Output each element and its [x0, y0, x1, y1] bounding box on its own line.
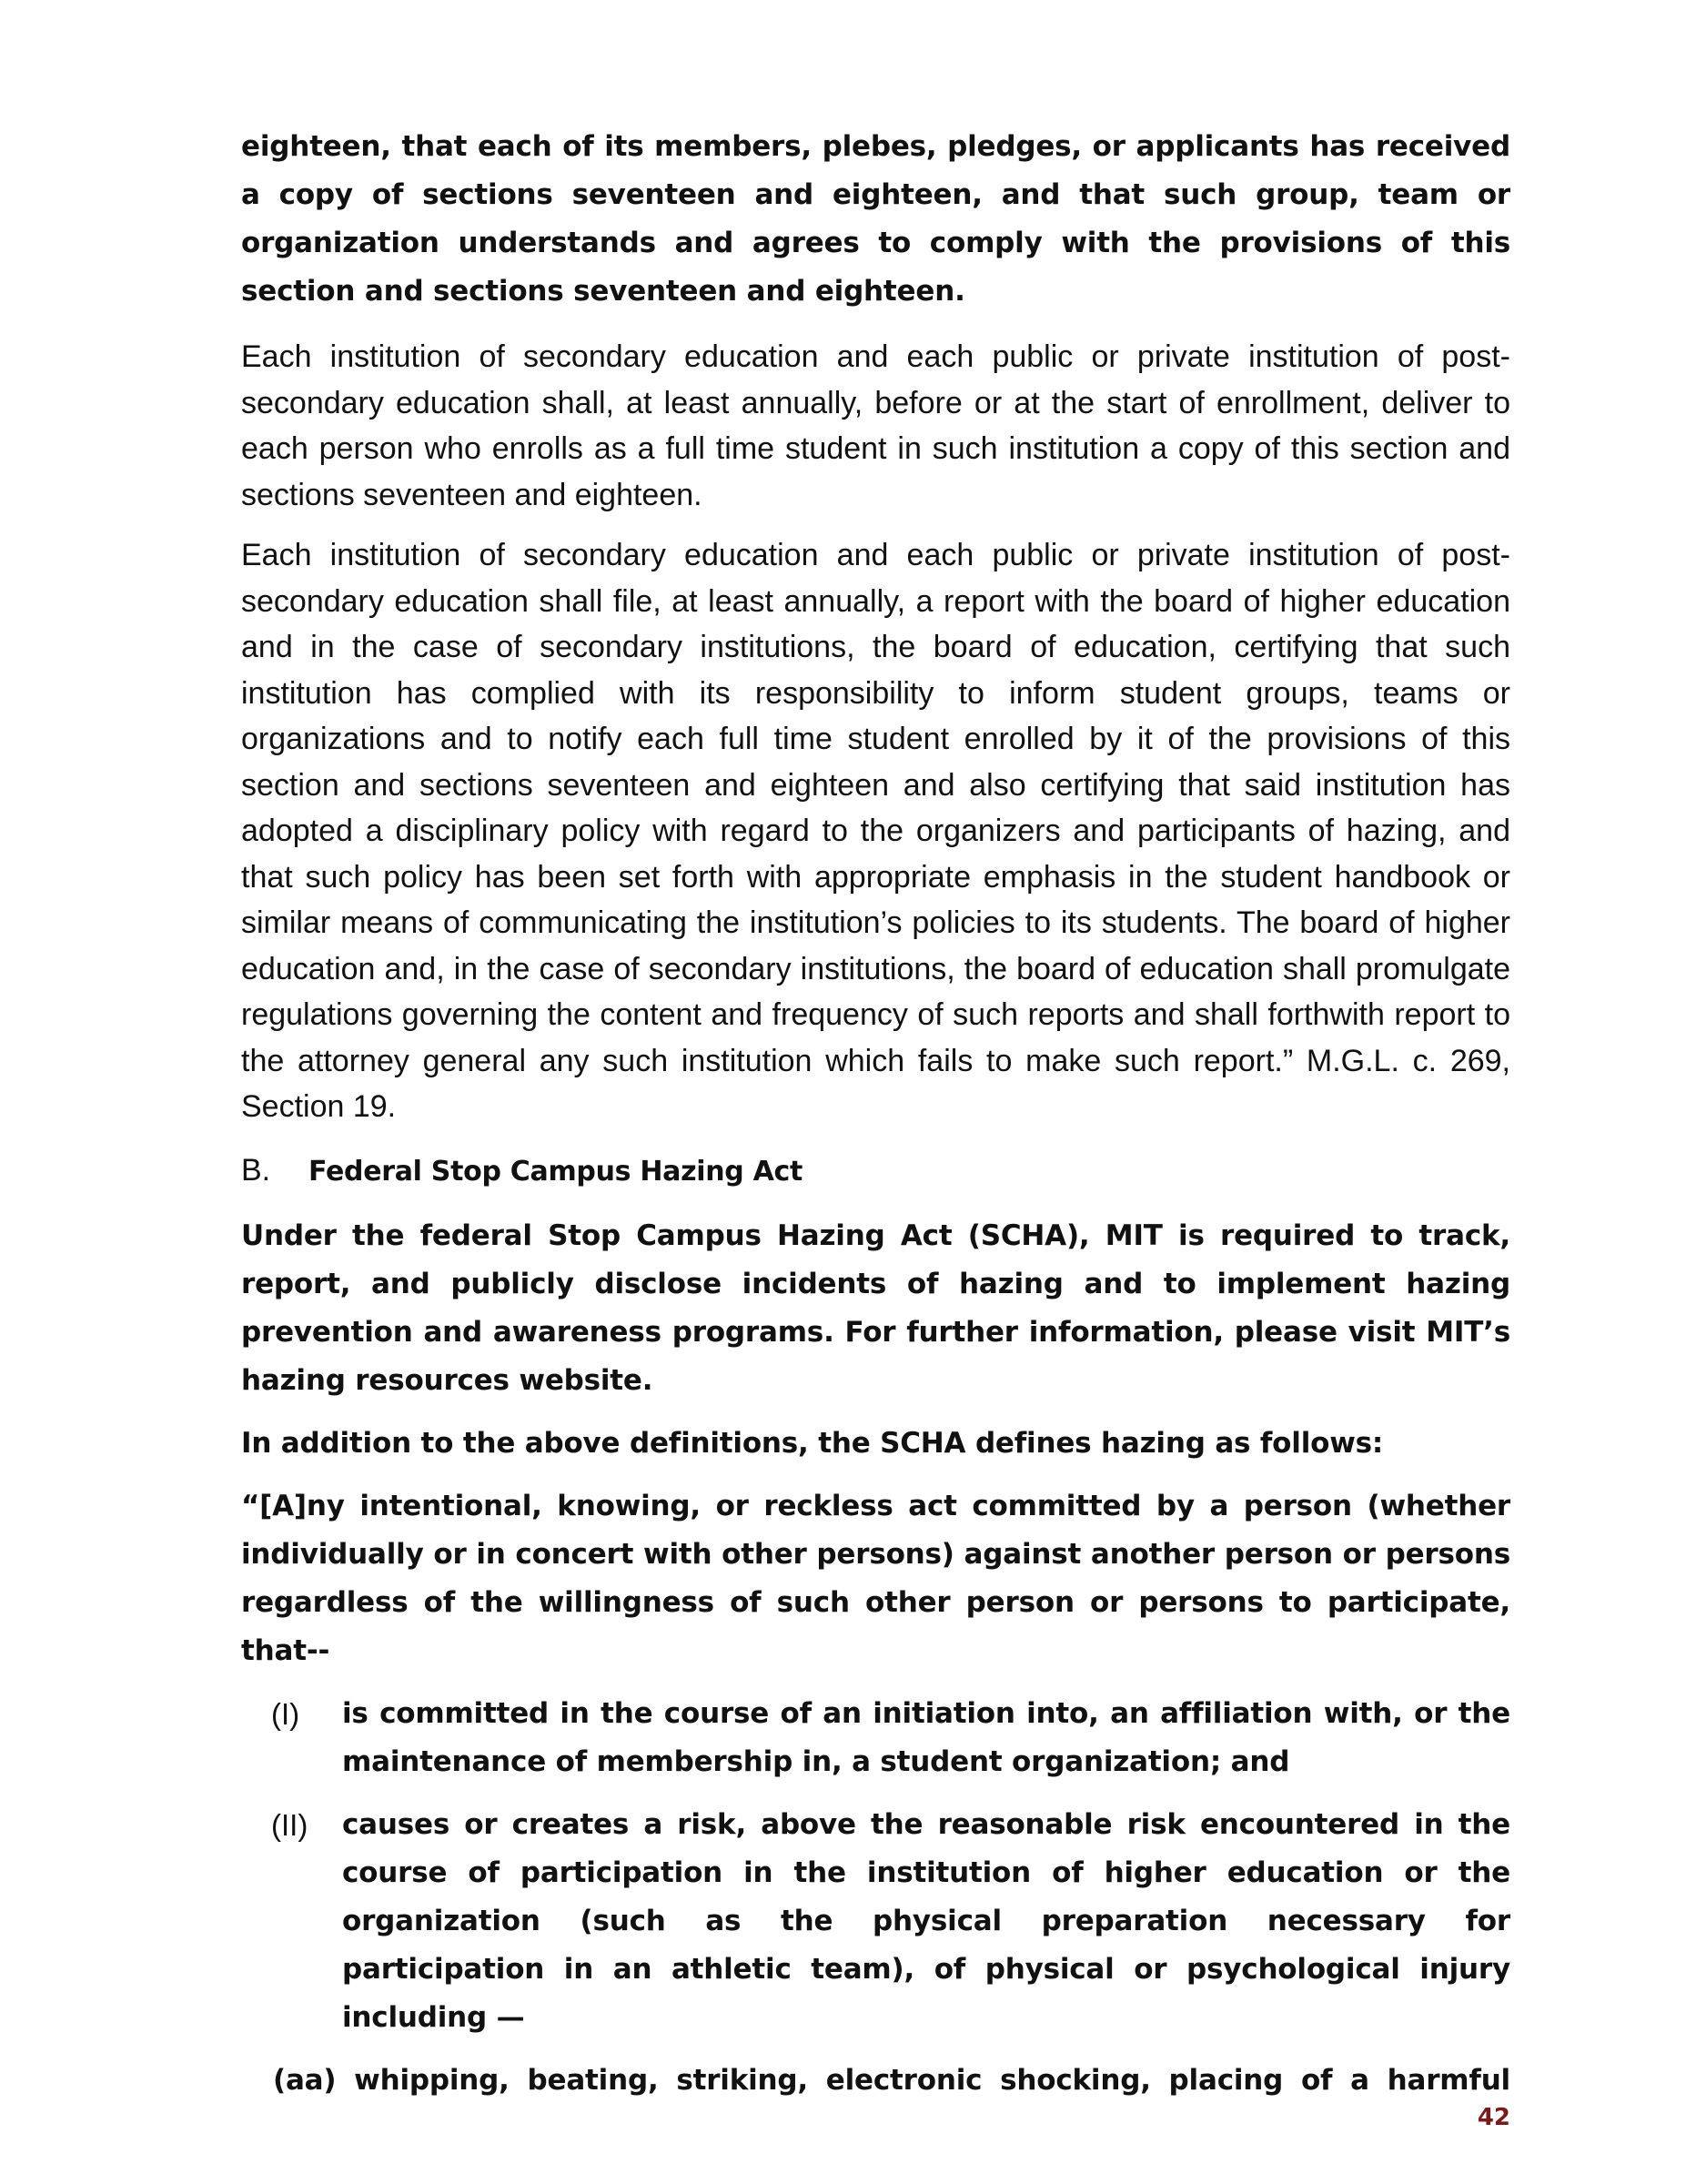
list-item-text: is committed in the course of an initiation into, an affiliation with, or the maintenance of membership in, a student organization; and	[342, 1696, 1510, 1778]
list-item	[271, 1801, 1510, 2042]
page-number: 42	[1477, 2104, 1510, 2131]
sub-item-aa: (aa) whipping, beating, striking, electronic shocking, placing of a harmful	[273, 2063, 1510, 2097]
paragraph-hazing-quote: “[A]ny intentional, knowing, or reckless act committed by a person (whether individually or in concert with other persons) against another person or persons regardless of the willingness of such other person or persons to participate, that--	[241, 1489, 1510, 1667]
paragraph-scha-definition-intro: In addition to the above definitions, the SCHA defines hazing as follows:	[241, 1426, 1384, 1460]
paragraph-annual-report: Each institution of secondary education and each public or private institution of post-secondary education shall file, at least annually, a report with the board of higher education and in the case of secondary institutions, the board of education, certifying that such institution has complied with its responsibility to inform student groups, teams or organizations and to notify each full time student enrolled by it of the provisions of this section and sections seventeen and eighteen and also certifying that said institution has adopted a disciplinary policy with regard to the organizers and participants of hazing, and that such policy has been set forth with appropriate emphasis in the student handbook or similar means of communicating the institution’s policies to its students. The board of higher education and, in the case of secondary institutions, the board of education shall promulgate regulations governing the content and frequency of such reports and shall forthwith report to the attorney general any such institution which fails to make such report.” M.G.L. c. 269, Section 19.	[241, 538, 1510, 1124]
page-content	[241, 123, 1510, 2105]
section-title: Federal Stop Campus Hazing Act	[308, 1155, 803, 1188]
list-item-number: (I)	[271, 1696, 300, 1731]
paragraph-enrollment-delivery: Each institution of secondary education and each public or private institution of post-secondary education shall, at least annually, before or at the start of enrollment, deliver to each person who enrolls as a full time student in such institution a copy of this section and sections seventeen and eighteen.	[241, 339, 1510, 512]
paragraph-bold-continuation: eighteen, that each of its members, plebes, pledges, or applicants has received a copy of sections seventeen and eighteen, and that such group, team or organization understands and agrees to comply with the provisions of this section and sections seventeen and eighteen.	[241, 130, 1510, 308]
paragraph-scha-requirements: Under the federal Stop Campus Hazing Act (SCHA), MIT is required to track, report, and publicly disclose incidents of hazing and to implement hazing prevention and awareness programs. For further information, please visit MIT’s hazing resources website.	[241, 1218, 1510, 1397]
section-letter: B.	[241, 1152, 271, 1188]
section-heading-b	[241, 1148, 1510, 1194]
list-item	[271, 1690, 1510, 1786]
list-item-text: causes or creates a risk, above the reasonable risk encountered in the course of participation in the institution of higher education or the organization (such as the physical preparation necessary for participation in an athletic team), of physical or psychological injury including —	[342, 1807, 1510, 2034]
list-item-number: (II)	[271, 1807, 308, 1842]
